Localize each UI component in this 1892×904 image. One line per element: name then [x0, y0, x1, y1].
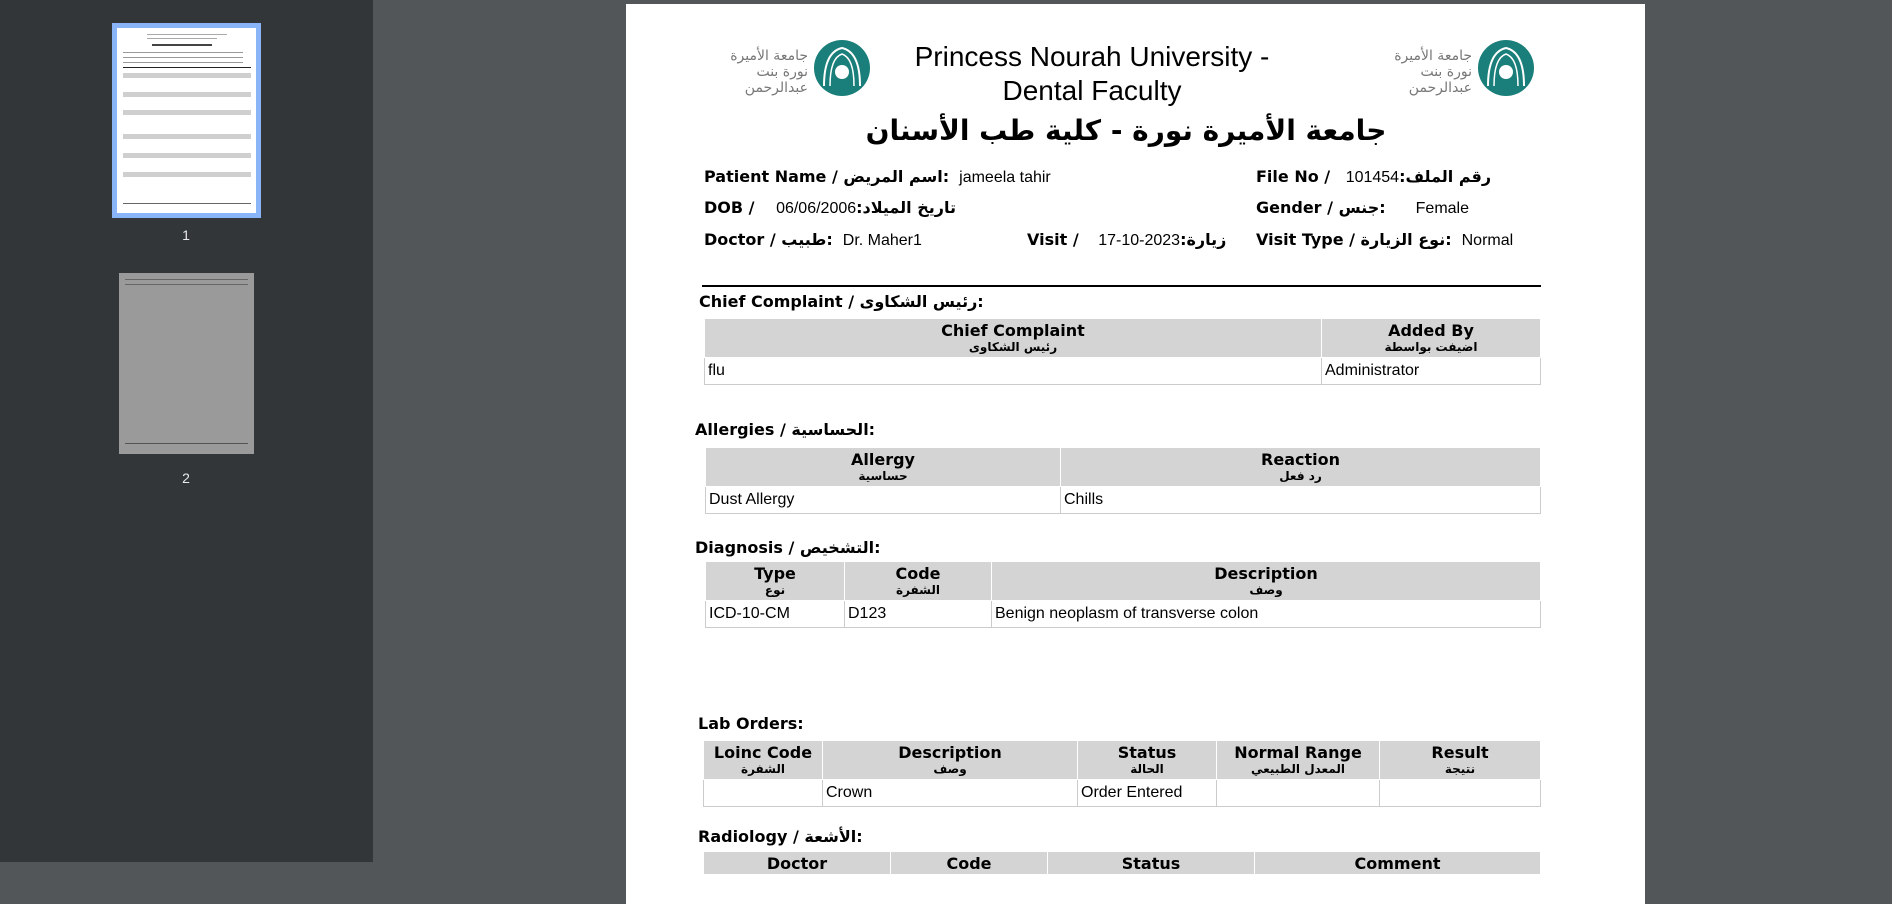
gender-label: Gender / جنس: [1256, 198, 1386, 217]
gender-value: Female [1415, 200, 1470, 217]
table-row [704, 780, 1541, 807]
university-emblem-icon [1476, 38, 1536, 98]
doctor-label: Doctor / طبيب: [704, 230, 833, 249]
column-header: Normal Range المعدل الطبيعي [1217, 741, 1380, 780]
thumbnail-sidebar [0, 0, 373, 862]
column-header: Type نوع [706, 562, 845, 601]
file-no-field [1256, 167, 1491, 187]
column-header: Doctor [704, 852, 891, 875]
column-header: Description وصف [992, 562, 1541, 601]
column-header: Code [891, 852, 1048, 875]
visit-type-field [1256, 230, 1513, 250]
arabic-title: جامعة الأميرة نورة - كلية طب الأسنان [865, 114, 1387, 147]
table-cell: ICD-10-CM [706, 601, 845, 628]
page-thumbnail-1[interactable] [112, 23, 261, 218]
patient-name-label: Patient Name / اسم المريض: [704, 167, 950, 186]
dob-field [704, 198, 956, 218]
table-cell [704, 780, 823, 807]
table-row [706, 601, 1541, 628]
visit-type-label: Visit Type / نوع الزيارة: [1256, 230, 1452, 249]
logo-left-text: جامعة الأميرة نورة بنت عبدالرحمن [730, 48, 808, 96]
table-cell [1380, 780, 1541, 807]
university-logo-left [702, 34, 872, 104]
page-number-2: 2 [182, 470, 190, 486]
title-line-1: Princess Nourah University - [914, 41, 1270, 72]
table-row [706, 487, 1541, 514]
doctor-field [704, 230, 922, 250]
page-thumbnail-2[interactable] [119, 273, 254, 454]
table-header-row [705, 319, 1541, 358]
table-header-row [706, 448, 1541, 487]
lab-orders-title: Lab Orders: [698, 714, 804, 733]
visit-type-value: Normal [1461, 232, 1514, 249]
table-cell: Administrator [1322, 358, 1541, 385]
page-number-1: 1 [182, 227, 190, 243]
visit-value: 2023-10-17 [1098, 232, 1181, 249]
lab-orders-table [703, 740, 1541, 807]
page-title [892, 40, 1292, 108]
column-header: Status الحالة [1078, 741, 1217, 780]
column-header: Chief Complaint رئيس الشكاوى [705, 319, 1322, 358]
dob-value: 06/06/2006 [776, 200, 857, 217]
table-cell: Crown [823, 780, 1078, 807]
file-no-value: 101454 [1345, 169, 1400, 186]
table-cell: Chills [1061, 487, 1541, 514]
dob-label: DOB / تاريخ الميلاد: [704, 198, 956, 217]
column-header: Result نتيجة [1380, 741, 1541, 780]
table-row [705, 358, 1541, 385]
university-emblem-icon [812, 38, 872, 98]
university-logo-right [1366, 34, 1536, 104]
gender-field [1256, 198, 1469, 218]
logo-right-text: جامعة الأميرة نورة بنت عبدالرحمن [1394, 48, 1472, 96]
column-header: Status [1048, 852, 1255, 875]
table-cell: Benign neoplasm of transverse colon [992, 601, 1541, 628]
chief-complaint-table [704, 318, 1541, 385]
patient-name-value: jameela tahir [959, 169, 1051, 186]
diagnosis-title: Diagnosis / التشخيص: [695, 538, 881, 557]
table-cell: Order Entered [1078, 780, 1217, 807]
table-header-row [704, 741, 1541, 780]
column-header: Comment [1255, 852, 1541, 875]
file-no-label: File No / رقم الملف: [1256, 167, 1492, 186]
doctor-value: Dr. Maher1 [842, 232, 922, 249]
visit-field [1027, 230, 1226, 250]
table-header-row [706, 562, 1541, 601]
table-cell: D123 [845, 601, 992, 628]
visit-label: Visit / زيارة: [1027, 230, 1227, 249]
column-header: Added By اضيفت بواسطة [1322, 319, 1541, 358]
radiology-title: Radiology / الأشعة: [698, 827, 863, 846]
header-divider [702, 285, 1541, 287]
table-header-row [704, 852, 1541, 875]
chief-complaint-title: Chief Complaint / رئيس الشكاوى: [699, 292, 984, 311]
patient-name-field [704, 167, 1051, 187]
thumbnail-preview [117, 28, 256, 213]
table-cell: Dust Allergy [706, 487, 1061, 514]
document-page [626, 4, 1645, 904]
document-viewer[interactable] [373, 0, 1892, 873]
column-header: Code الشفرة [845, 562, 992, 601]
table-cell [1217, 780, 1380, 807]
allergies-table [705, 447, 1541, 514]
column-header: Loinc Code الشفرة [704, 741, 823, 780]
radiology-table [703, 851, 1541, 875]
column-header: Reaction رد فعل [1061, 448, 1541, 487]
table-cell: flu [705, 358, 1322, 385]
title-line-2: Dental Faculty [1002, 75, 1182, 106]
column-header: Allergy حساسية [706, 448, 1061, 487]
column-header: Description وصف [823, 741, 1078, 780]
diagnosis-table [705, 561, 1541, 628]
allergies-title: Allergies / الحساسية: [695, 420, 876, 439]
